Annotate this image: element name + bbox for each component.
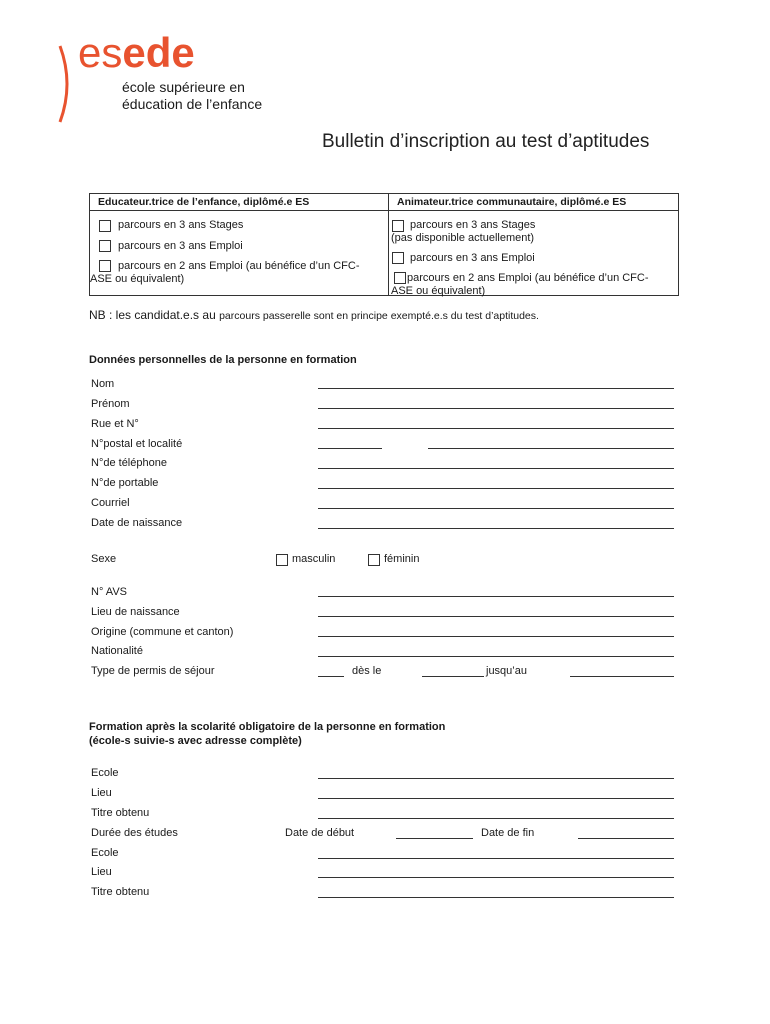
col1-header: Educateur.trice de l’enfance, diplômé.e ES <box>90 194 389 211</box>
label-lieu-naissance: Lieu de naissance <box>91 606 180 618</box>
field-courriel[interactable] <box>318 508 674 509</box>
field-date-naissance[interactable] <box>318 528 674 529</box>
label-ecole-2: Ecole <box>91 847 119 859</box>
label-lieu-1: Lieu <box>91 787 112 799</box>
label-titre-1: Titre obtenu <box>91 807 150 819</box>
option-anim-3ans-emploi: parcours en 3 ans Emploi <box>410 252 535 264</box>
label-courriel: Courriel <box>91 497 130 509</box>
checkbox-anim-2ans-emploi[interactable] <box>394 272 406 284</box>
label-des-le: dès le <box>352 665 382 677</box>
nb-lead: NB : les candidat.e.s au <box>89 308 216 322</box>
section-personal-heading: Données personnelles de la personne en formation <box>89 354 357 366</box>
label-rue: Rue et N° <box>91 418 139 430</box>
field-lieu-2[interactable] <box>318 877 674 878</box>
label-duree: Durée des études <box>91 827 178 839</box>
field-lieu-1[interactable] <box>318 798 674 799</box>
field-titre-1[interactable] <box>318 818 674 819</box>
label-portable: N°de portable <box>91 477 159 489</box>
label-nationalite: Nationalité <box>91 645 143 657</box>
logo-subtitle-line1: école supérieure en <box>122 79 245 95</box>
field-date-debut[interactable] <box>396 838 473 839</box>
field-titre-2[interactable] <box>318 897 674 898</box>
col2-options <box>389 211 679 296</box>
field-nationalite[interactable] <box>318 656 674 657</box>
col2-header: Animateur.trice communautaire, diplômé.e ES <box>389 194 679 211</box>
field-date-fin[interactable] <box>578 838 674 839</box>
checkbox-edu-3ans-emploi[interactable] <box>99 240 111 252</box>
logo-wordmark <box>78 29 195 76</box>
field-avs[interactable] <box>318 596 674 597</box>
label-telephone: N°de téléphone <box>91 457 167 469</box>
option-edu-2ans-emploi-cont: ASE ou équivalent) <box>90 273 185 285</box>
option-edu-2ans-emploi: parcours en 2 ans Emploi (au bénéfice d’un CFC- <box>118 260 360 272</box>
label-permis: Type de permis de séjour <box>91 665 215 677</box>
option-anim-2ans-emploi-cont: ASE ou équivalent) <box>391 285 486 297</box>
checkbox-masculin[interactable] <box>276 554 288 566</box>
field-npa[interactable] <box>318 448 382 449</box>
page-title: Bulletin d’inscription au test d’aptitudes <box>322 131 650 152</box>
field-telephone[interactable] <box>318 468 674 469</box>
logo-word-light: es <box>78 29 123 76</box>
label-nom: Nom <box>91 378 115 390</box>
label-titre-2: Titre obtenu <box>91 886 150 898</box>
field-permis-type[interactable] <box>318 676 344 677</box>
field-localite[interactable] <box>428 448 674 449</box>
field-permis-des-le[interactable] <box>422 676 484 677</box>
logo-bracket-icon <box>56 44 80 124</box>
nb-note <box>89 308 539 322</box>
option-feminin: féminin <box>384 553 420 565</box>
checkbox-edu-3ans-stages[interactable] <box>99 220 111 232</box>
label-date-fin: Date de fin <box>481 827 535 839</box>
field-origine[interactable] <box>318 636 674 637</box>
field-rue[interactable] <box>318 428 674 429</box>
label-prenom: Prénom <box>91 398 130 410</box>
label-date-naissance: Date de naissance <box>91 517 183 529</box>
checkbox-edu-2ans-emploi[interactable] <box>99 260 111 272</box>
field-nom[interactable] <box>318 388 674 389</box>
option-anim-unavailable-note: (pas disponible actuellement) <box>391 232 535 244</box>
label-npa-localite: N°postal et localité <box>91 438 183 450</box>
checkbox-anim-3ans-emploi[interactable] <box>392 252 404 264</box>
program-choice-table <box>89 193 679 296</box>
field-permis-jusqua[interactable] <box>570 676 674 677</box>
field-lieu-naissance[interactable] <box>318 616 674 617</box>
field-prenom[interactable] <box>318 408 674 409</box>
option-anim-2ans-emploi: parcours en 2 ans Emploi (au bénéfice d’un CFC- <box>407 272 649 284</box>
label-origine: Origine (commune et canton) <box>91 626 234 638</box>
logo-subtitle <box>122 79 262 113</box>
label-sexe: Sexe <box>91 553 117 565</box>
logo-subtitle-line2: éducation de l’enfance <box>122 96 263 112</box>
field-ecole-1[interactable] <box>318 778 674 779</box>
label-date-debut: Date de début <box>285 827 355 839</box>
label-lieu-2: Lieu <box>91 866 112 878</box>
formation-heading-line1: Formation après la scolarité obligatoire de la personne en formation <box>89 721 446 733</box>
option-edu-3ans-emploi: parcours en 3 ans Emploi <box>118 240 243 252</box>
option-masculin: masculin <box>292 553 336 565</box>
label-avs: N° AVS <box>91 586 127 598</box>
formation-heading-line2: (école-s suivie-s avec adresse complète) <box>89 735 302 747</box>
label-ecole-1: Ecole <box>91 767 119 779</box>
checkbox-feminin[interactable] <box>368 554 380 566</box>
field-portable[interactable] <box>318 488 674 489</box>
checkbox-anim-3ans-stages[interactable] <box>392 220 404 232</box>
field-ecole-2[interactable] <box>318 858 674 859</box>
col1-options <box>90 211 389 296</box>
option-edu-3ans-stages: parcours en 3 ans Stages <box>118 219 244 231</box>
label-jusqua: jusqu’au <box>486 665 527 677</box>
logo-word-bold: ede <box>122 29 195 76</box>
section-formation-heading <box>89 720 445 748</box>
option-anim-3ans-stages: parcours en 3 ans Stages <box>410 219 536 231</box>
nb-rest: parcours passerelle sont en principe exempté.e.s du test d’aptitudes. <box>219 310 539 322</box>
